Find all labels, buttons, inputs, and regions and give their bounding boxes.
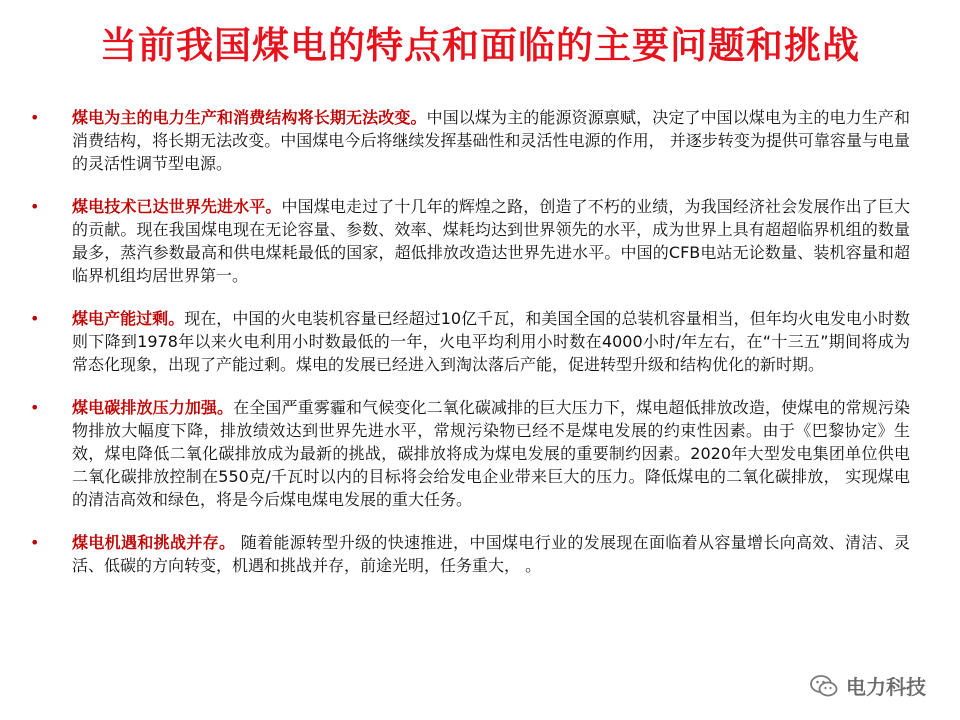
watermark-text: 电力科技 — [846, 675, 926, 699]
bullet-item — [30, 195, 910, 287]
bullet-lead: 煤电产能过剩。 — [72, 309, 185, 328]
bullet-item — [30, 531, 910, 577]
bullet-body: 随着能源转型升级的快速推进，中国煤电行业的发展现在面临着从容量增长向高效、清洁、灵活、低碳的方向转变，机遇和挑战并存，前途光明，任务重大， 。 — [72, 533, 910, 575]
bullet-dot: • — [30, 197, 40, 216]
bullet-dot: • — [30, 108, 40, 127]
bullet-item — [30, 396, 910, 511]
bullet-body: 现在，中国的火电装机容量已经超过10亿千瓦，和美国全国的总装机容量相当，但年均火电发电小时数则下降到1978年以来火电利用小时数最低的一年，火电平均利用小时数在4000小时/年左右，在“十三五”期间将成为常态化现象，出现了产能过剩。煤电的发展已经进入到淘汰落后产能，促进转型升级和结构优化的新时期。 — [72, 309, 910, 374]
bullet-lead: 煤电为主的电力生产和消费结构将长期无法改变。 — [72, 108, 427, 127]
bullet-body: 在全国严重雾霾和气候变化二氧化碳减排的巨大压力下，煤电超低排放改造，使煤电的常规污染物排放大幅度下降，排放绩效达到世界先进水平，常规污染物已经不是煤电发展的约束性因素。由于《巴黎协定》生效，煤电降低二氧化碳排放成为最新的挑战，碳排放将成为煤电发展的重要制约因素。2020年大型发电集团单位供电二氧化碳排放控制在550克/千瓦时以内的目标将会给发电企业带来巨大的压力。降低煤电的二氧化碳排放， 实现煤电的清洁高效和绿色，将是今后煤电煤电发展的重大任务。 — [72, 398, 910, 509]
bullet-lead: 煤电技术已达世界先进水平。 — [72, 197, 282, 216]
watermark — [810, 671, 926, 700]
bullet-item — [30, 307, 910, 376]
bullet-lead: 煤电碳排放压力加强。 — [72, 398, 234, 417]
bullet-list — [30, 106, 910, 597]
bullet-dot: • — [30, 309, 40, 328]
wechat-icon — [810, 674, 838, 698]
bullet-dot: • — [30, 533, 40, 552]
bullet-item — [30, 106, 910, 175]
slide-title: 当前我国煤电的特点和面临的主要问题和挑战 — [100, 24, 860, 67]
bullet-body: 中国煤电走过了十几年的辉煌之路，创造了不朽的业绩，为我国经济社会发展作出了巨大的贡献。现在我国煤电现在无论容量、参数、效率、煤耗均达到世界领先的水平，成为世界上具有超超临界机组的数量最多，蒸汽参数最高和供电煤耗最低的国家，超低排放改造达世界先进水平。中国的CFB电站无论数量、装机容量和超临界机组均居世界第一。 — [72, 197, 910, 285]
bullet-dot: • — [30, 398, 40, 417]
bullet-lead: 煤电机遇和挑战并存。 — [72, 533, 236, 552]
bullet-body: 中国以煤为主的能源资源禀赋，决定了中国以煤电为主的电力生产和消费结构，将长期无法改变。中国煤电今后将继续发挥基础性和灵活性电源的作用， 并逐步转变为提供可靠容量与电量的灵活性调节型电源。 — [72, 108, 910, 173]
